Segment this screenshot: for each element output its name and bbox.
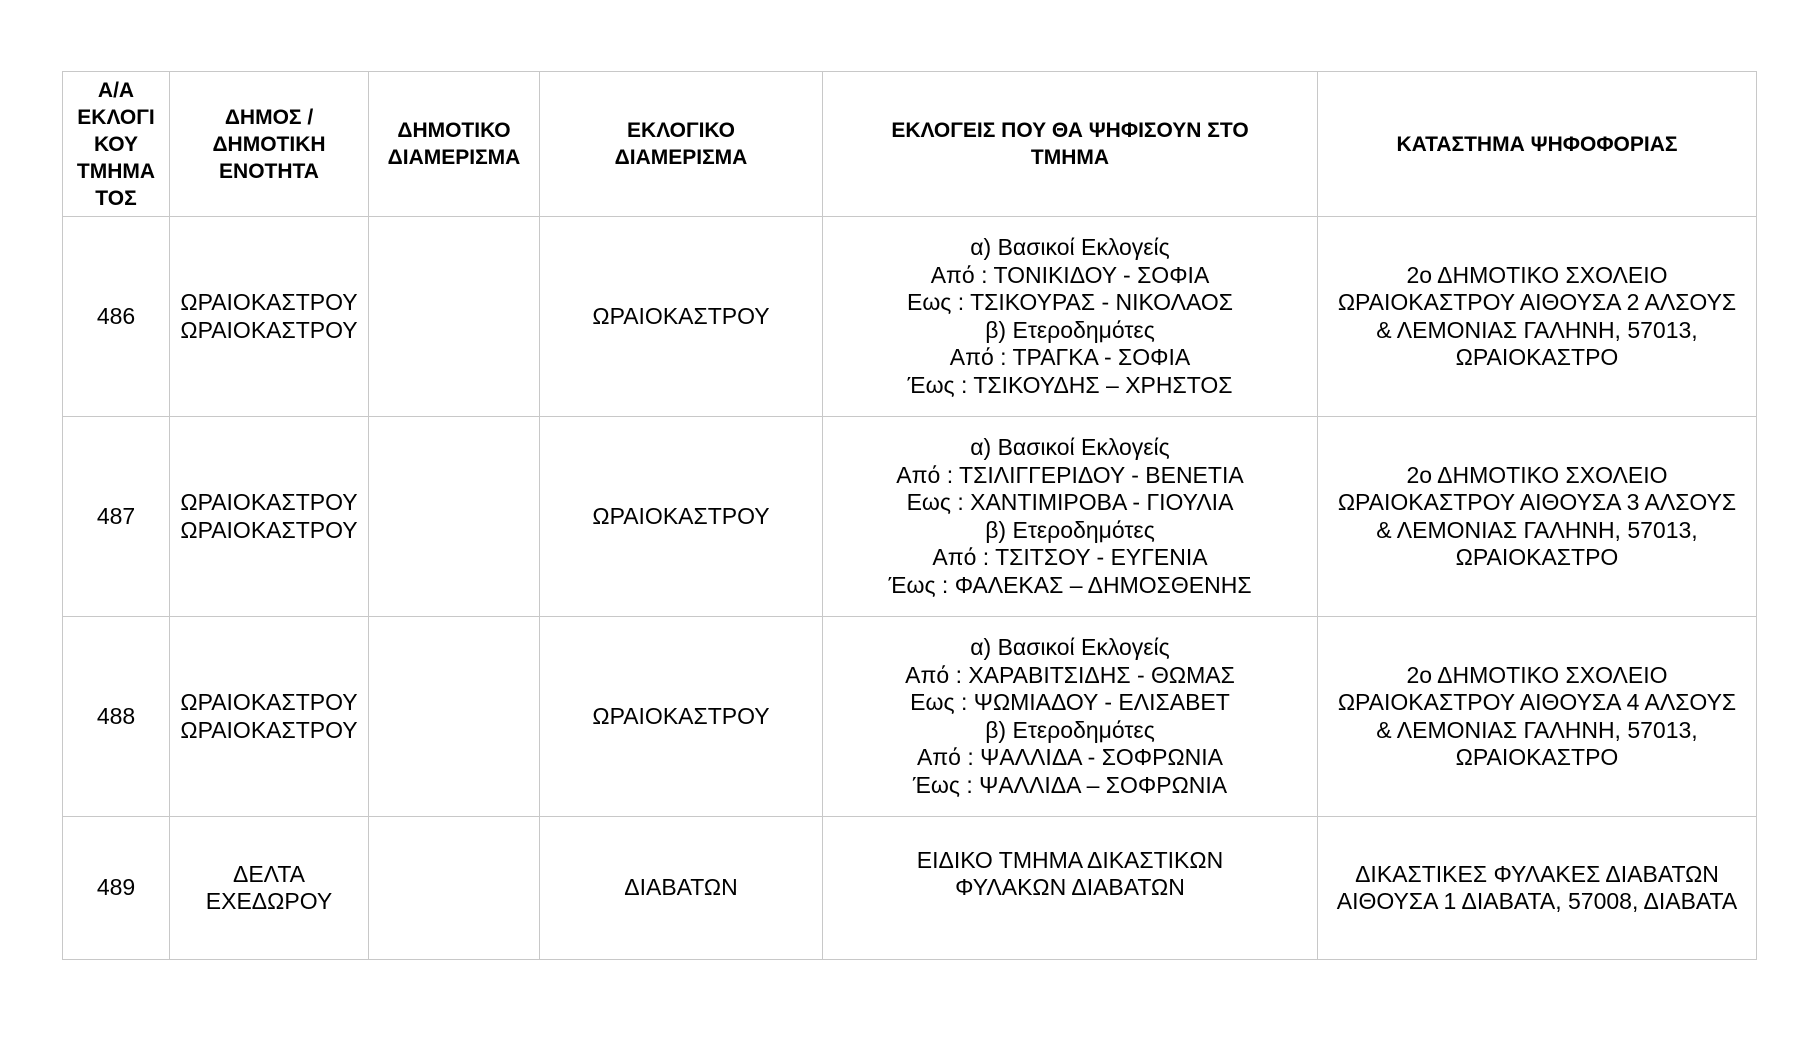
municipality-line: ΩΡΑΙΟΚΑΣΤΡΟΥ <box>180 689 358 715</box>
voters-line: Από : ΤΟΝΙΚΙΔΟΥ - ΣΟΦΙΑ <box>930 261 1210 288</box>
header-line: ΔΗΜΟΤΙΚΗ <box>212 132 326 156</box>
polling-station-line: 2ο ΔΗΜΟΤΙΚΟ ΣΧΟΛΕΙΟ <box>1406 261 1668 288</box>
polling-station-cell <box>1318 217 1757 417</box>
header-row <box>63 72 1757 217</box>
header-line: ΕΚΛΟΓΕΙΣ ΠΟΥ ΘΑ ΨΗΦΙΣΟΥΝ ΣΤΟ <box>891 119 1249 142</box>
header-line: ΤΟΣ <box>95 186 137 210</box>
municipality-line: ΩΡΑΙΟΚΑΣΤΡΟΥ <box>180 289 358 315</box>
electoral-district: ΩΡΑΙΟΚΑΣΤΡΟΥ <box>592 702 770 729</box>
polling-station-line: & ΛΕΜΟΝΙΑΣ ΓΑΛΗΝΗ, 57013, <box>1376 316 1698 343</box>
electoral-district: ΔΙΑΒΑΤΩΝ <box>624 874 738 901</box>
header-line: ΤΜΗΜΑ <box>76 159 156 183</box>
header-municipality <box>170 72 369 217</box>
voters-line: ΕΙΔΙΚΟ ΤΜΗΜΑ ΔΙΚΑΣΤΙΚΩΝ <box>916 846 1224 873</box>
section-number: 486 <box>96 302 136 329</box>
voters-cell <box>823 417 1318 617</box>
voters-cell <box>823 617 1318 817</box>
header-section-number <box>63 72 170 217</box>
header-municipal-district <box>369 72 540 217</box>
header-electoral-district <box>540 72 823 217</box>
polling-station-line: ΩΡΑΙΟΚΑΣΤΡΟΥ ΑΙΘΟΥΣΑ 3 ΑΛΣΟΥΣ <box>1337 489 1737 515</box>
voters-line: Έως : ΤΣΙΚΟΥΔΗΣ – ΧΡΗΣΤΟΣ <box>907 371 1233 398</box>
municipality-line: ΩΡΑΙΟΚΑΣΤΡΟΥ <box>180 516 358 543</box>
table-row <box>63 217 1757 417</box>
header-line: ΔΙΑΜΕΡΙΣΜΑ <box>387 146 521 169</box>
polling-station-line: ΩΡΑΙΟΚΑΣΤΡΟ <box>1455 544 1619 570</box>
section-number-cell <box>63 217 170 417</box>
municipality-cell <box>170 217 369 417</box>
voters-line: β) Ετεροδημότες <box>985 316 1155 343</box>
polling-station-line: ΑΙΘΟΥΣΑ 1 ΔΙΑΒΑΤΑ, 57008, ΔΙΑΒΑΤΑ <box>1336 888 1738 914</box>
municipality-cell <box>170 417 369 617</box>
electoral-district: ΩΡΑΙΟΚΑΣΤΡΟΥ <box>592 502 770 529</box>
section-number: 488 <box>96 702 136 729</box>
voters-line: α) Βασικοί Εκλογείς <box>970 634 1170 660</box>
table-row <box>63 817 1757 960</box>
electoral-district-cell <box>540 617 823 817</box>
polling-station-line: & ΛΕΜΟΝΙΑΣ ΓΑΛΗΝΗ, 57013, <box>1376 716 1698 743</box>
municipality-line: ΩΡΑΙΟΚΑΣΤΡΟΥ <box>180 316 358 343</box>
voters-line: Από : ΤΣΙΤΣΟΥ - ΕΥΓΕΝΙΑ <box>932 544 1208 570</box>
header-line: ΚΟΥ <box>94 132 138 156</box>
municipality-cell <box>170 817 369 960</box>
voters-line: Εως : ΧΑΝΤΙΜΙΡΟΒΑ - ΓΙΟΥΛΙΑ <box>906 489 1234 515</box>
municipality-line: ΕΧΕΔΩΡΟΥ <box>205 888 333 914</box>
section-number-cell <box>63 617 170 817</box>
header-line: ΔΗΜΟΣ / <box>224 105 314 129</box>
electoral-district: ΩΡΑΙΟΚΑΣΤΡΟΥ <box>592 302 770 329</box>
voters-line: α) Βασικοί Εκλογείς <box>970 434 1170 460</box>
voters-cell <box>823 817 1318 960</box>
electoral-district-cell <box>540 817 823 960</box>
header-line: Α/Α <box>97 78 135 102</box>
polling-station-cell <box>1318 417 1757 617</box>
polling-station-cell <box>1318 617 1757 817</box>
polling-station-line: & ΛΕΜΟΝΙΑΣ ΓΑΛΗΝΗ, 57013, <box>1376 516 1698 543</box>
municipality-cell <box>170 617 369 817</box>
voters-line: Έως : ΨΑΛΛΙΔΑ – ΣΟΦΡΩΝΙΑ <box>912 771 1228 798</box>
electoral-district-cell <box>540 417 823 617</box>
voters-line: Από : ΤΡΑΓΚΑ - ΣΟΦΙΑ <box>949 344 1191 370</box>
polling-station-line: ΩΡΑΙΟΚΑΣΤΡΟ <box>1455 344 1619 370</box>
section-number: 487 <box>96 502 136 529</box>
header-polling-station <box>1318 72 1757 217</box>
header-line: ΔΗΜΟΤΙΚΟ <box>397 119 511 142</box>
voters-line: β) Ετεροδημότες <box>985 716 1155 743</box>
voters-line: β) Ετεροδημότες <box>985 516 1155 543</box>
municipality-line: ΔΕΛΤΑ <box>232 860 306 887</box>
polling-station-line: ΔΙΚΑΣΤΙΚΕΣ ΦΥΛΑΚΕΣ ΔΙΑΒΑΤΩΝ <box>1355 860 1719 887</box>
table-row <box>63 617 1757 817</box>
polling-station-line: ΩΡΑΙΟΚΑΣΤΡΟΥ ΑΙΘΟΥΣΑ 4 ΑΛΣΟΥΣ <box>1337 689 1737 715</box>
section-number-cell <box>63 417 170 617</box>
municipal-district-cell <box>369 217 540 417</box>
polling-station-line: ΩΡΑΙΟΚΑΣΤΡΟ <box>1455 744 1619 770</box>
electoral-district-cell <box>540 217 823 417</box>
voters-line: Από : ΤΣΙΛΙΓΓΕΡΙΔΟΥ - ΒΕΝΕΤΙΑ <box>896 461 1244 488</box>
header-line: ΕΚΛΟΓΙ <box>77 105 155 129</box>
header-line: ΕΚΛΟΓΙΚΟ <box>627 119 735 142</box>
polling-station-cell <box>1318 817 1757 960</box>
voters-line: Έως : ΦΑΛΕΚΑΣ – ΔΗΜΟΣΘΕΝΗΣ <box>888 571 1252 598</box>
polling-station-line: 2ο ΔΗΜΟΤΙΚΟ ΣΧΟΛΕΙΟ <box>1406 461 1668 488</box>
voters-line: Εως : ΤΣΙΚΟΥΡΑΣ - ΝΙΚΟΛΑΟΣ <box>907 289 1233 315</box>
polling-station-line: 2ο ΔΗΜΟΤΙΚΟ ΣΧΟΛΕΙΟ <box>1406 661 1668 688</box>
polling-sections-table <box>62 71 1757 960</box>
municipal-district-cell <box>369 417 540 617</box>
municipal-district-cell <box>369 617 540 817</box>
voters-line: Εως : ΨΩΜΙΑΔΟΥ - ΕΛΙΣΑΒΕΤ <box>910 689 1230 715</box>
header-line: ΤΜΗΜΑ <box>1030 146 1110 169</box>
voters-cell <box>823 217 1318 417</box>
table-row <box>63 417 1757 617</box>
section-number-cell <box>63 817 170 960</box>
municipal-district-cell <box>369 817 540 960</box>
municipality-line: ΩΡΑΙΟΚΑΣΤΡΟΥ <box>180 489 358 515</box>
municipality-line: ΩΡΑΙΟΚΑΣΤΡΟΥ <box>180 716 358 743</box>
voters-line: α) Βασικοί Εκλογείς <box>970 234 1170 260</box>
header-line: ΔΙΑΜΕΡΙΣΜΑ <box>614 146 748 169</box>
header-voters <box>823 72 1318 217</box>
polling-station-line: ΩΡΑΙΟΚΑΣΤΡΟΥ ΑΙΘΟΥΣΑ 2 ΑΛΣΟΥΣ <box>1337 289 1737 315</box>
header-line: ΚΑΤΑΣΤΗΜΑ ΨΗΦΟΦΟΡΙΑΣ <box>1396 132 1678 156</box>
voters-line: Από : ΨΑΛΛΙΔΑ - ΣΟΦΡΩΝΙΑ <box>916 744 1224 770</box>
header-line: ΕΝΟΤΗΤΑ <box>219 159 319 183</box>
section-number: 489 <box>96 874 136 901</box>
voters-line: ΦΥΛΑΚΩΝ ΔΙΑΒΑΤΩΝ <box>955 874 1185 900</box>
voters-line: Από : ΧΑΡΑΒΙΤΣΙΔΗΣ - ΘΩΜΑΣ <box>905 661 1235 688</box>
